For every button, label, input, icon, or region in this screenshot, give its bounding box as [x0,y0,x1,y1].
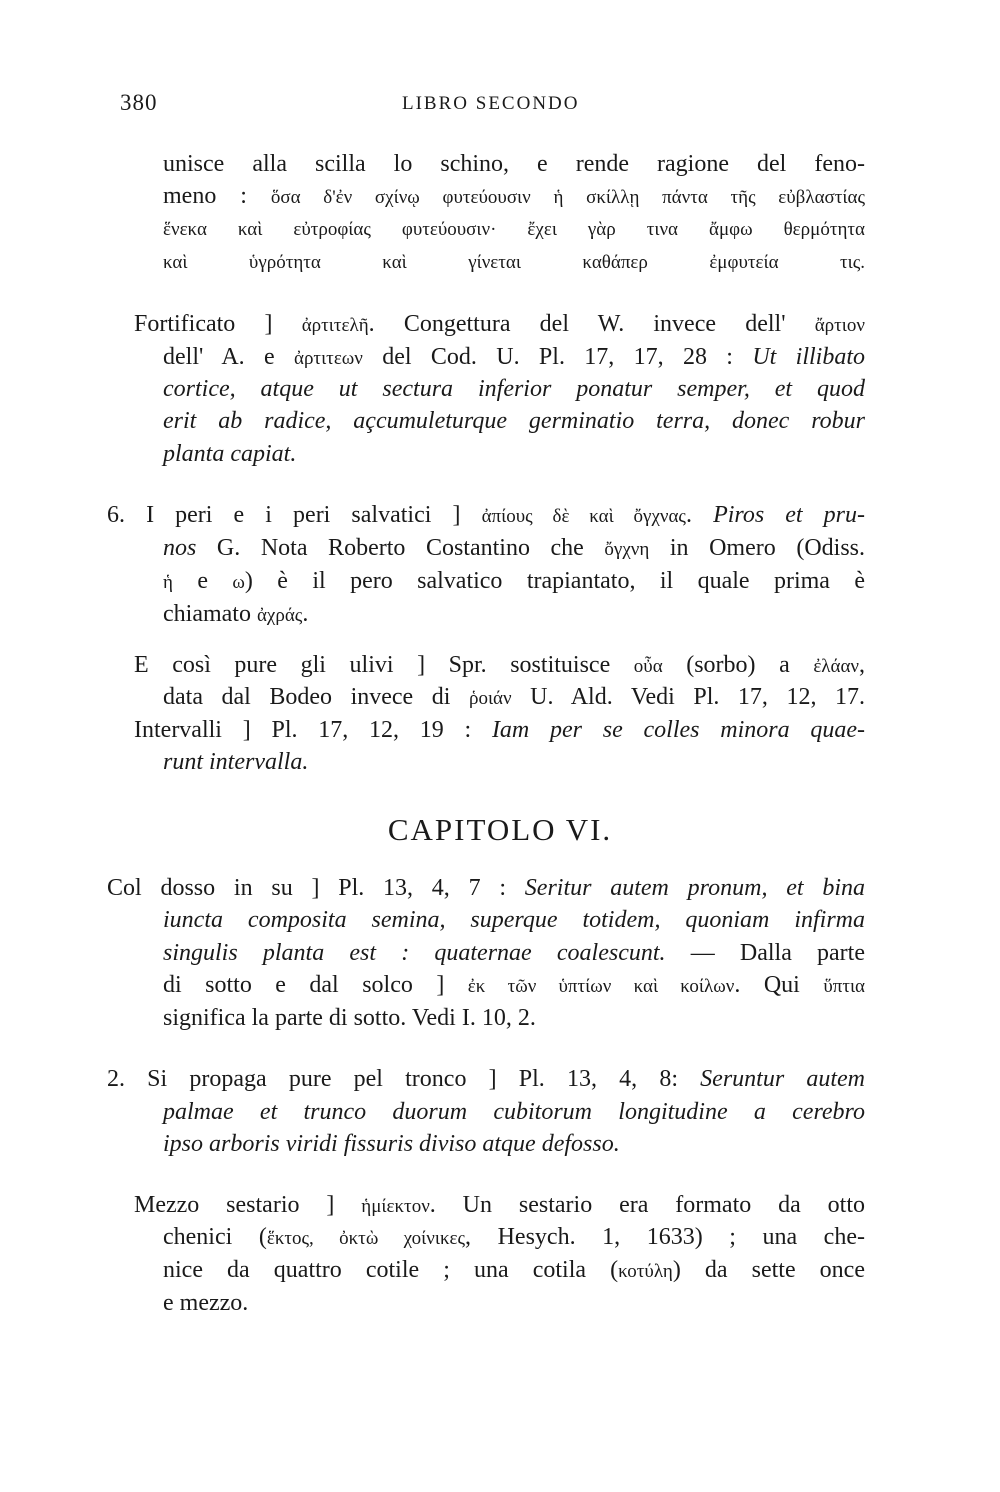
line-text: chiamato [163,601,257,627]
line-text: unisce alla scilla lo schino, e rende ragione del feno- [163,151,865,177]
line-text: , [859,652,866,678]
line-text: 6. I peri e i peri salvatici ] [107,502,482,528]
text-line [163,1128,865,1160]
line-text: (sorbo) a [662,652,814,678]
text-line [163,245,865,279]
latin-quote: singulis planta est : quaternae coalescunt. [163,940,666,966]
greek-text: ἕκτος, ὀκτὼ χοίνικες [266,1228,466,1249]
text-line [163,1096,865,1128]
greek-text: ὅσα δ'ἐν σχίνῳ φυτεύουσιν ἡ σκίλλῃ πάντα τῆς εὐβλαστίας [270,187,865,208]
line-text: significa la parte di sotto. Vedi I. 10, 2. [163,1005,536,1031]
text-line [163,1287,865,1319]
line-text: Col dosso in su ] Pl. 13, 4, 7 : [107,875,525,901]
greek-text: ἐλάαν [813,656,860,677]
greek-text: ἀπίους δὲ καὶ ὄγχνας [481,506,686,527]
text-line [163,1254,865,1288]
latin-quote: palmae et trunco duorum cubitorum longitudine a cerebro [163,1099,865,1125]
greek-text: ἡμίεκτον [361,1196,430,1217]
text-line [163,565,865,599]
line-text: Intervalli ] Pl. 17, 12, 19 : [134,717,492,743]
latin-quote: planta capiat. [163,441,297,467]
text-line [163,341,865,375]
line-text: data dal Bodeo invece di [163,684,469,710]
latin-quote: Ut illibato [752,344,865,370]
running-head: LIBRO SECONDO [402,93,580,114]
greek-text: ῥοιάν [468,688,512,709]
latin-quote: iuncta composita semina, superque totidem, quoniam infirma [163,907,865,933]
latin-quote: Seritur autem pronum, et bina [524,875,865,901]
text-line [107,872,865,904]
greek-text: ὕπτια [823,976,866,997]
line-text: e [172,568,233,594]
greek-text: ὄγχνη [604,539,650,560]
text-line [163,212,865,246]
greek-text: ἕνεκα καὶ εὐτροφίας φυτεύουσιν· ἔχει γὰρ τινα ἄμφω θερμότητα [163,219,865,240]
line-text: nice da quattro cotile ; una cotila ( [163,1257,619,1283]
greek-text: ἄρτιον [814,315,865,336]
line-text: meno : [163,183,271,209]
line-text: . [685,502,714,528]
line-text: E così pure gli ulivi ] Spr. sostituisce [134,652,634,678]
line-text: del Cod. U. Pl. 17, 17, 28 : [362,344,753,370]
greek-text: ω [232,572,245,593]
text-line [163,405,865,437]
text-line [163,937,865,969]
line-text: ) è il pero salvatico trapiantato, il quale prima è [244,568,865,594]
line-text: Fortificato ] [134,311,302,337]
latin-quote: erit ab radice, açcumuleturque germinatio terra, donec robur [163,408,865,434]
text-line [163,904,865,936]
greek-text: οὖα [633,656,663,677]
line-text: e mezzo. [163,1290,249,1316]
text-line [163,598,865,632]
greek-text: ἀρτιτελῆ [301,315,369,336]
page-header [120,90,880,130]
line-text: G. Nota Roberto Costantino che [196,535,605,561]
text-line [163,969,865,1003]
text-line [134,649,865,683]
text-line [134,714,865,746]
line-text: , Hesych. 1, 1633) ; una che- [465,1224,865,1250]
line-text: dell' A. e [163,344,294,370]
latin-quote: Iam per se colles minora quae- [491,717,865,743]
line-text: chenici ( [163,1224,267,1250]
text-line [107,1063,865,1095]
greek-text: κοτύλη [618,1261,673,1282]
text-line [163,438,865,470]
line-text: . Qui [734,972,824,998]
page-number: 380 [120,90,158,115]
line-text: Mezzo sestario ] [134,1192,362,1218]
greek-text: ἡ [163,572,173,593]
line-text: ) da sette once [672,1257,865,1283]
text-line [163,746,865,778]
line-text: di sotto e dal solco ] [163,972,468,998]
line-text: . Un sestario era formato da otto [429,1192,865,1218]
text-line [163,532,865,566]
latin-quote: ipso arboris viridi fissuris diviso atque defosso. [163,1131,620,1157]
text-line [163,148,865,180]
latin-quote: runt intervalla. [163,749,309,775]
text-line [163,373,865,405]
line-text: — Dalla parte [665,940,865,966]
line-text: . [302,601,309,627]
text-line [163,1221,865,1255]
text-line [163,180,865,214]
latin-quote: nos [163,535,197,561]
greek-text: καὶ ὑγρότητα καὶ γίνεται καθάπερ ἐμφυτεία τις. [163,252,865,273]
latin-quote: Seruntur autem [700,1066,865,1092]
greek-text: ἀχράς [256,605,303,626]
greek-text: ἐκ τῶν ὑπτίων καὶ κοίλων [467,976,735,997]
greek-text: ἀρτιτεων [294,348,363,369]
line-text: . Congettura del W. invece dell' [368,311,815,337]
latin-quote: Piros et pru- [713,502,865,528]
text-line [107,499,865,533]
line-text: 2. Si propaga pure pel tronco ] Pl. 13, 4, 8: [107,1066,701,1092]
text-line [134,1189,865,1223]
latin-quote: cortice, atque ut sectura inferior ponatur semper, et quod [163,376,865,402]
text-line [134,308,865,342]
text-line [163,1002,865,1034]
chapter-title: CAPITOLO VI. [387,812,613,847]
text-line [163,681,865,715]
line-text: U. Ald. Vedi Pl. 17, 12, 17. [511,684,865,710]
line-text: in Omero (Odiss. [649,535,865,561]
